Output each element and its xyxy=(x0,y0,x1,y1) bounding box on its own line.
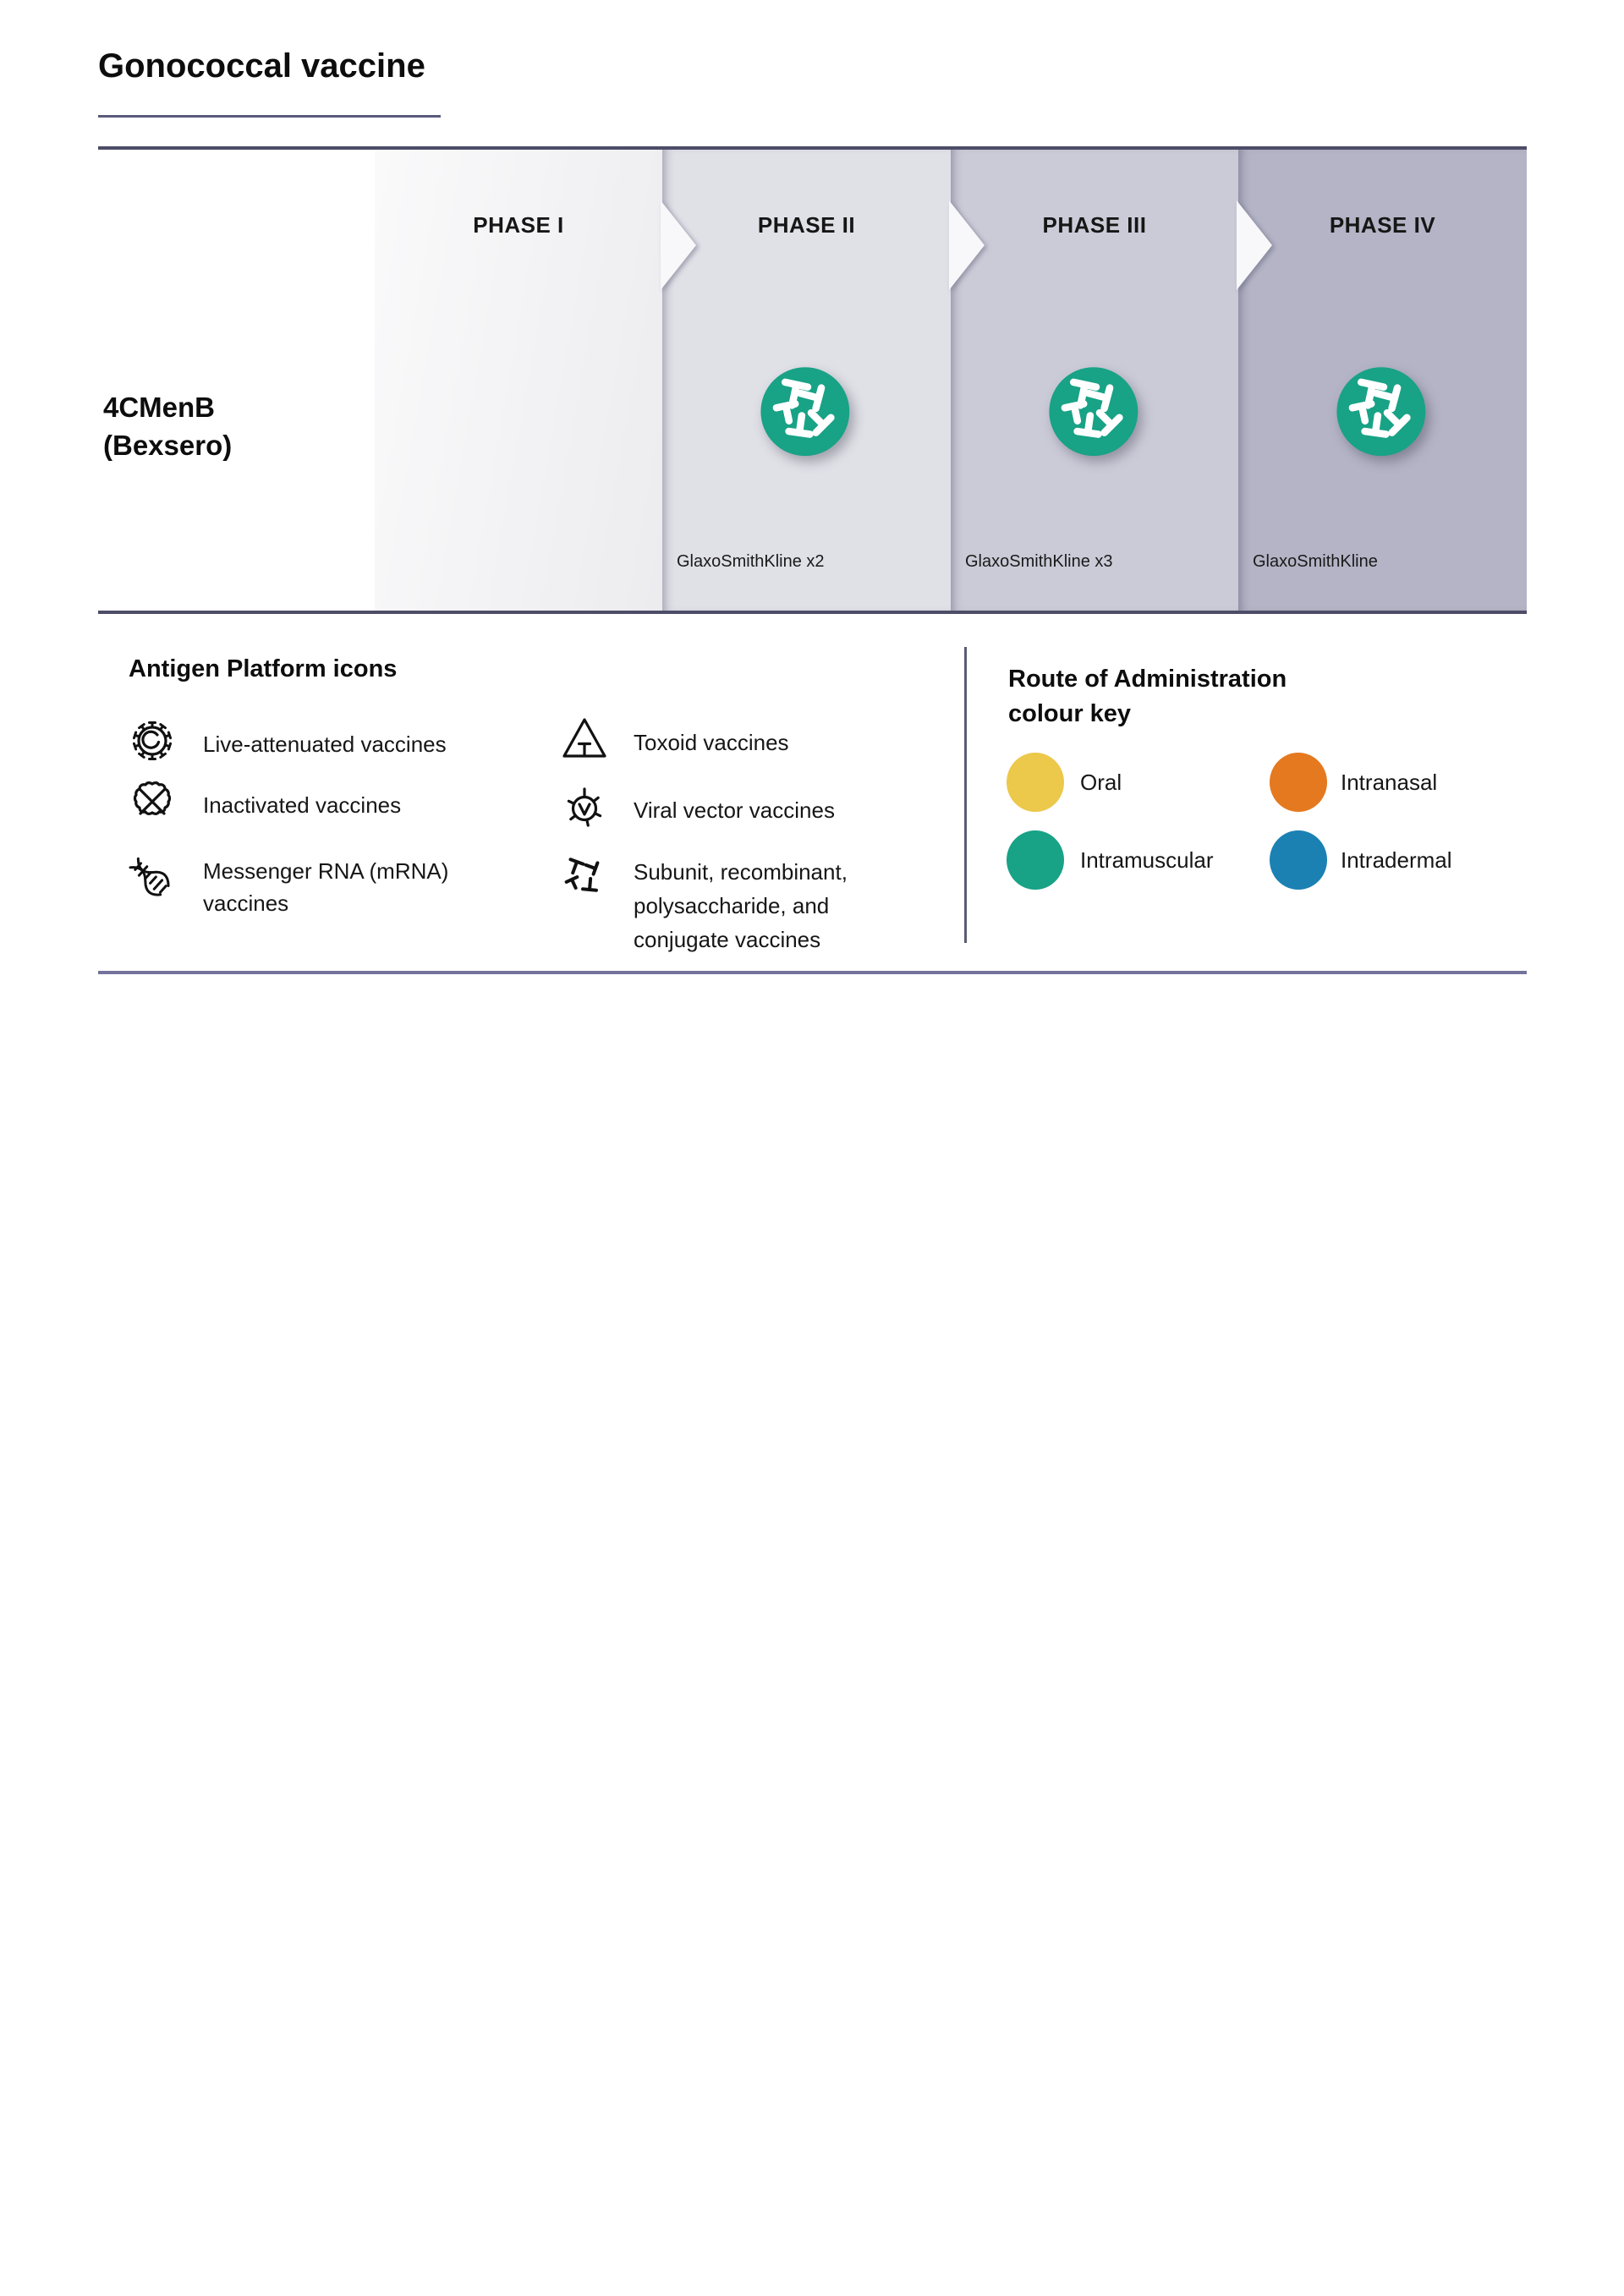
phase-header-4: PHASE IV xyxy=(1329,212,1436,238)
subunit-vaccine-icon xyxy=(1046,365,1143,462)
phase-column-1 xyxy=(375,150,662,611)
route-label-intramuscular: Intramuscular xyxy=(1080,847,1214,873)
vaccine-name-line2: (Bexsero) xyxy=(103,430,233,461)
route-label-intradermal: Intradermal xyxy=(1341,847,1452,873)
phase-arrow-icon xyxy=(661,200,696,290)
subunit-icon xyxy=(561,854,608,901)
oral-color-dot xyxy=(1007,753,1064,812)
sponsor-label-phase2: GlaxoSmithKline x2 xyxy=(677,552,825,571)
title-underline xyxy=(98,115,441,118)
vaccine-name-line1: 4CMenB xyxy=(103,392,216,423)
vaccine-marker-phase2 xyxy=(758,365,854,462)
legend-item-label: Inactivated vaccines xyxy=(203,792,402,818)
legend-item-label: Viral vector vaccines xyxy=(634,797,835,823)
bottom-separator xyxy=(98,971,1527,974)
intramuscular-color-dot xyxy=(1007,830,1064,890)
viral-vector-icon xyxy=(557,780,612,834)
legend-item-label: Live-attenuated vaccines xyxy=(203,732,447,757)
phase-header-1: PHASE I xyxy=(473,212,564,238)
mrna-icon xyxy=(123,851,178,905)
page-title: Gonococcal vaccine xyxy=(98,47,425,85)
sponsor-label-phase4: GlaxoSmithKline xyxy=(1253,552,1378,571)
pipeline-chart xyxy=(98,146,1527,614)
antigen-legend-heading: Antigen Platform icons xyxy=(129,655,398,682)
subunit-vaccine-icon xyxy=(758,365,854,462)
phase-header-3: PHASE III xyxy=(1042,212,1147,238)
legend-item-label: Toxoid vaccines xyxy=(634,730,789,755)
inactivated-icon xyxy=(125,775,179,829)
route-label-oral: Oral xyxy=(1080,770,1122,795)
route-label-intranasal: Intranasal xyxy=(1341,770,1438,795)
legend-section xyxy=(98,647,1527,973)
route-key-heading: Route of Administration colour key xyxy=(1008,666,1287,727)
vaccine-name xyxy=(103,388,232,464)
phase-arrow-icon xyxy=(949,200,985,290)
phase-arrow-icon xyxy=(1237,200,1272,290)
legend-divider xyxy=(964,647,967,943)
vaccine-marker-phase3 xyxy=(1046,365,1143,462)
toxoid-icon xyxy=(557,712,612,766)
subunit-vaccine-icon xyxy=(1334,365,1430,462)
intradermal-color-dot xyxy=(1270,830,1327,890)
vaccine-marker-phase4 xyxy=(1334,365,1430,462)
legend-item-label: Messenger RNA (mRNA) vaccines xyxy=(203,858,449,916)
intranasal-color-dot xyxy=(1270,753,1327,812)
legend-item-label: Subunit, recombinant, polysaccharide, and conjugate vaccines xyxy=(634,859,848,952)
live-attenuated-icon xyxy=(125,714,179,768)
sponsor-label-phase3: GlaxoSmithKline x3 xyxy=(965,552,1113,571)
phase-header-2: PHASE II xyxy=(757,212,856,238)
